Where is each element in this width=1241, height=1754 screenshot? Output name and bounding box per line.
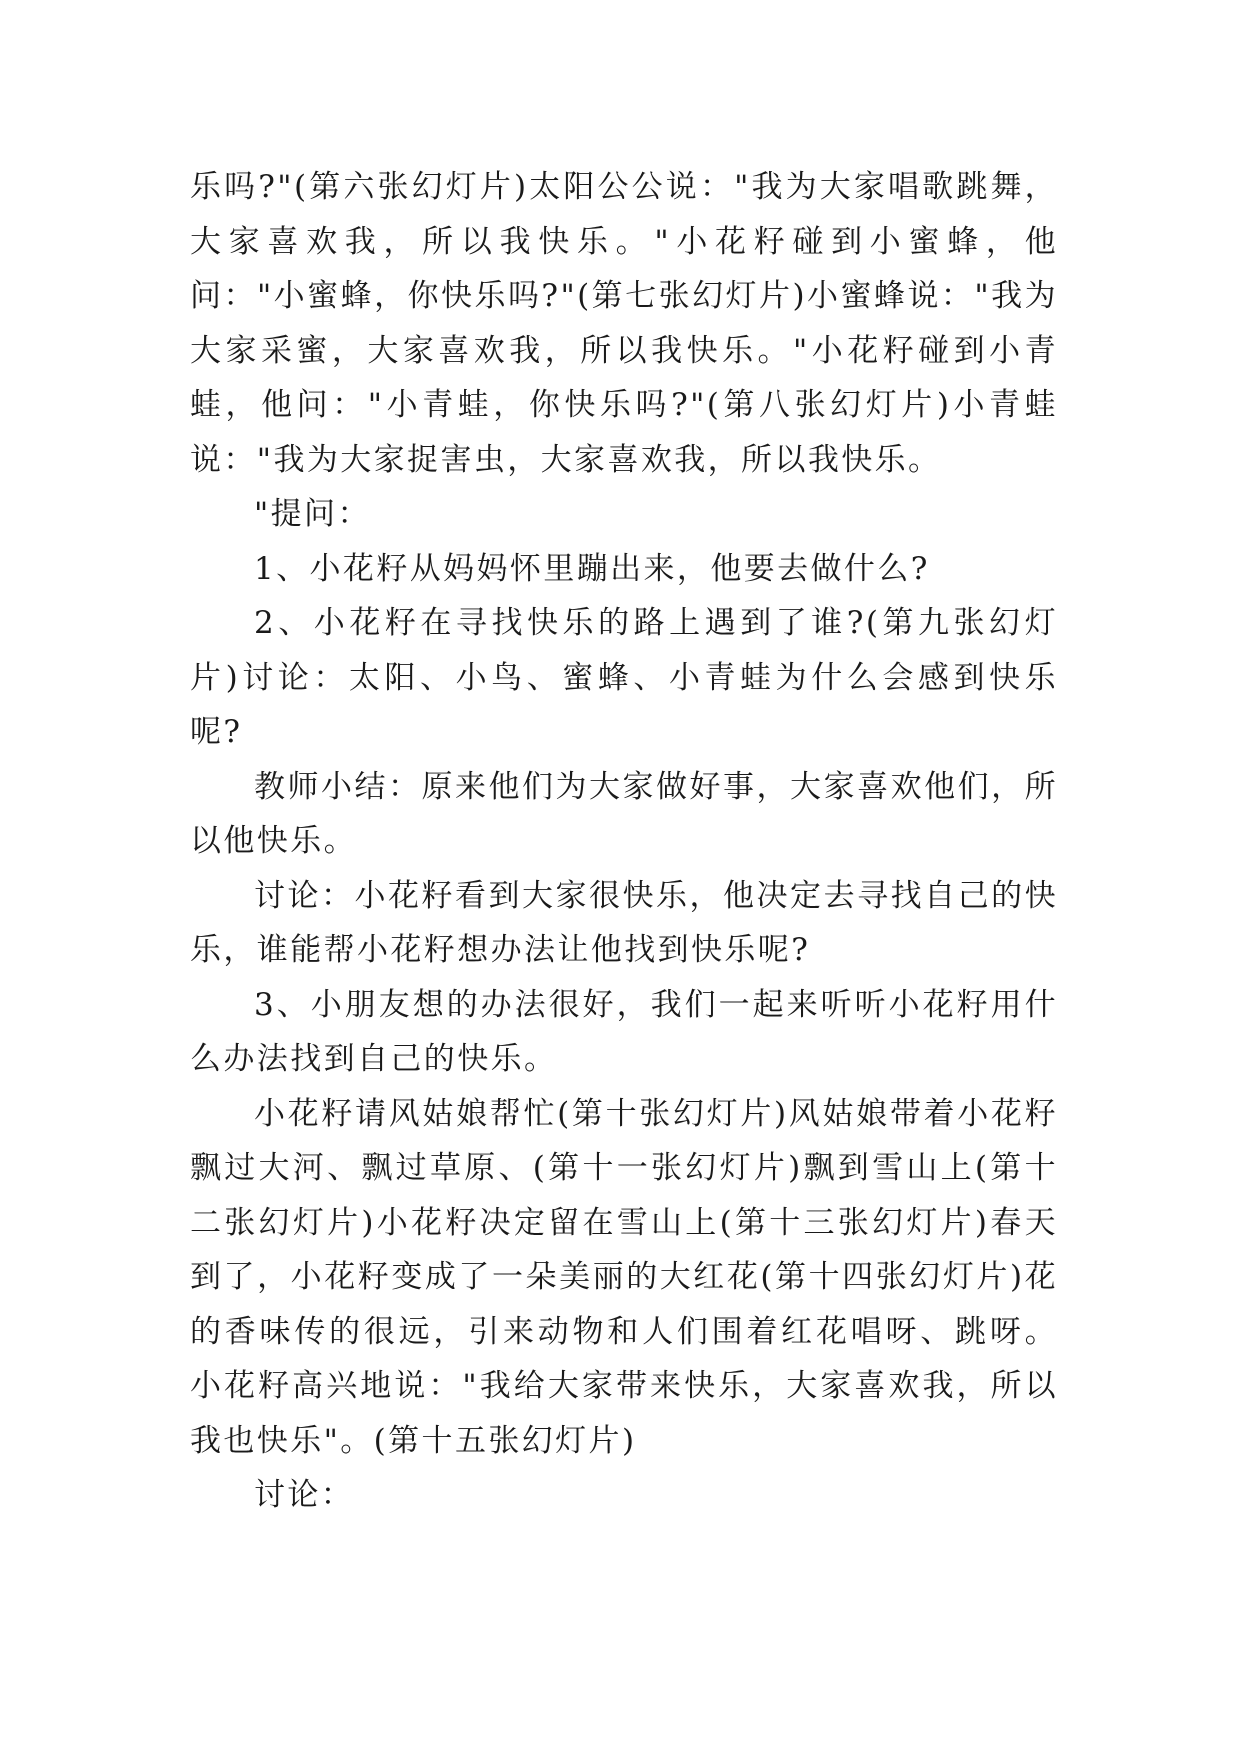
paragraph-sun-bee-frog-story: 乐吗?"(第六张幻灯片)太阳公公说："我为大家唱歌跳舞，大家喜欢我，所以我快乐。"小花籽碰到小蜜蜂，他问："小蜜蜂，你快乐吗?"(第七张幻灯片)小蜜蜂说："我为大家采蜜，大家喜欢我，所以我快乐。"小花籽碰到小青蛙，他问："小青蛙，你快乐吗?"(第八张幻灯片)小青蛙说："我为大家捉害虫，大家喜欢我，所以我快乐。	[190, 169, 1058, 478]
paragraph-discussion-2: 讨论：	[254, 1477, 355, 1513]
paragraph-question-3: 3、小朋友想的办法很好，我们一起来听听小花籽用什么办法找到自己的快乐。	[190, 986, 1058, 1077]
paragraph-question-1: 1、小花籽从妈妈怀里蹦出来，他要去做什么?	[254, 550, 930, 587]
paragraph-question-2: 2、小花籽在寻找快乐的路上遇到了谁?(第九张幻灯片)讨论：太阳、小鸟、蜜蜂、小青蛙为什么会感到快乐呢?	[190, 605, 1058, 750]
paragraph-questions-heading: "提问：	[254, 496, 371, 532]
paragraph-wind-girl-story: 小花籽请风姑娘帮忙(第十张幻灯片)风姑娘带着小花籽飘过大河、飘过草原、(第十一张幻灯片)飘到雪山上(第十二张幻灯片)小花籽决定留在雪山上(第十三张幻灯片)春天到了，小花籽变成了一朵美丽的大红花(第十四张幻灯片)花的香味传的很远，引来动物和人们围着红花唱呀、跳呀。小花籽高兴地说："我给大家带来快乐，大家喜欢我，所以我也快乐"。(第十五张幻灯片)	[190, 1095, 1058, 1459]
document-page	[190, 160, 1058, 1523]
paragraph-teacher-summary: 教师小结：原来他们为大家做好事，大家喜欢他们，所以他快乐。	[190, 768, 1058, 859]
paragraph-discussion-1: 讨论：小花籽看到大家很快乐，他决定去寻找自己的快乐，谁能帮小花籽想办法让他找到快乐呢?	[190, 877, 1058, 968]
